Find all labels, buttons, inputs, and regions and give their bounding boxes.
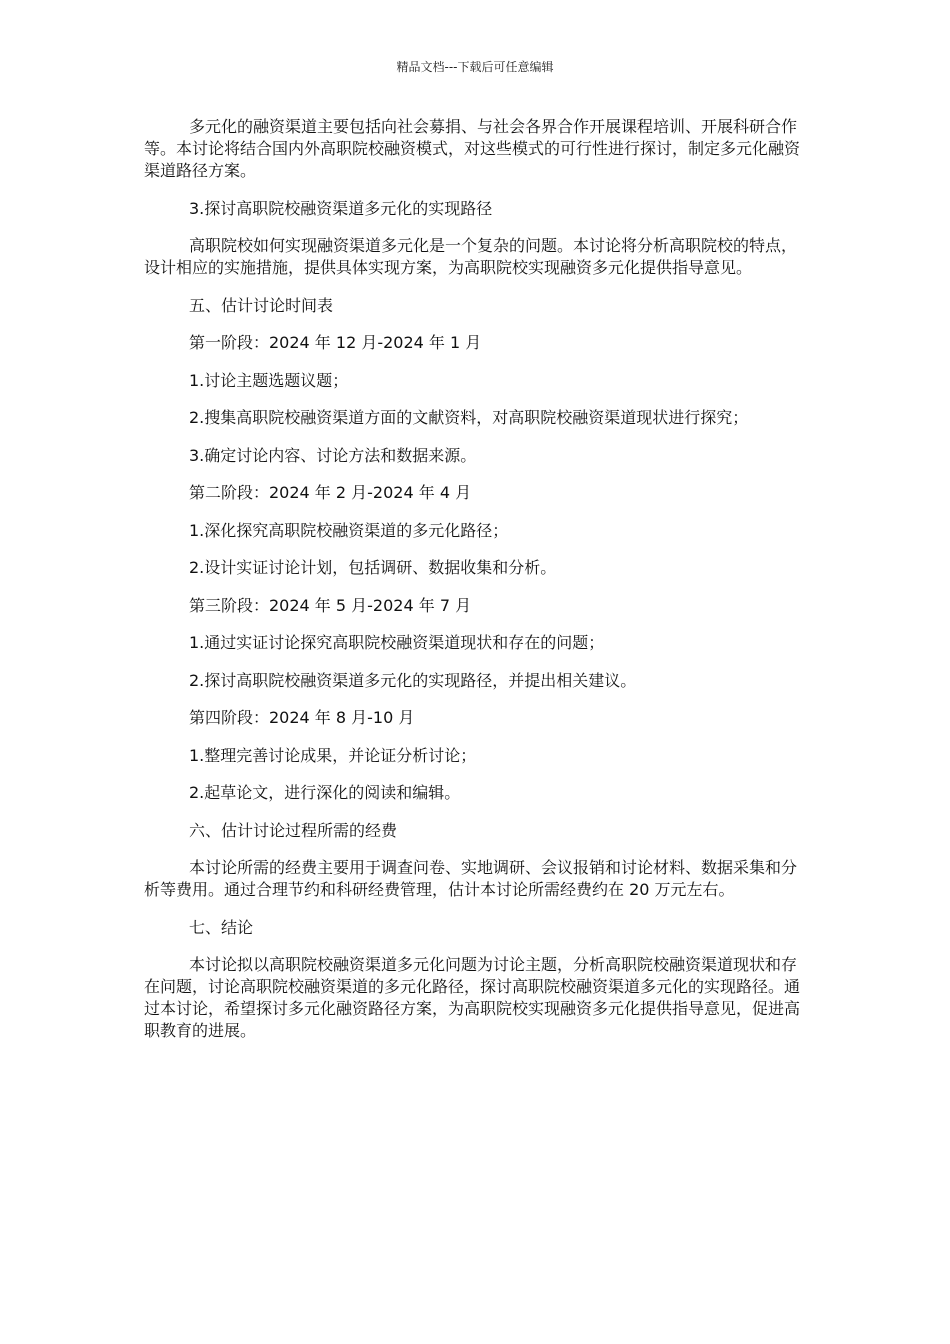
section-heading: 五、估计讨论时间表	[189, 295, 334, 315]
list-item: 1.深化探究高职院校融资渠道的多元化路径；	[189, 520, 509, 540]
phase-heading: 第二阶段：2024 年 2 月-2024 年 4 月	[189, 483, 472, 502]
body-paragraph: 高职院校如何实现融资渠道多元化是一个复杂的问题。本讨论将分析高职院校的特点，设计相应的实施措施，提供具体实现方案，为高职院校实现融资多元化提供指导意见。	[144, 236, 798, 277]
list-item: 1.整理完善讨论成果，并论证分析讨论；	[189, 745, 477, 765]
list-item: 2.起草论文，进行深化的阅读和编辑。	[189, 783, 461, 802]
phase-heading: 第四阶段：2024 年 8 月-10 月	[189, 708, 415, 727]
body-paragraph: 本讨论拟以高职院校融资渠道多元化问题为讨论主题，分析高职院校融资渠道现状和存在问题，讨论高职院校融资渠道的多元化路径，探讨高职院校融资渠道多元化的实现路径。通过本讨论，希望探讨多元化融资路径方案，为高职院校实现融资多元化提供指导意见，促进高职教育的进展。	[144, 955, 801, 1040]
list-item: 1.讨论主题选题议题；	[189, 370, 349, 390]
list-item: 3.确定讨论内容、讨论方法和数据来源。	[189, 445, 477, 465]
list-item: 2.搜集高职院校融资渠道方面的文献资料，对高职院校融资渠道现状进行探究；	[189, 408, 749, 427]
subsection-heading: 3.探讨高职院校融资渠道多元化的实现路径	[189, 198, 493, 218]
list-item: 2.设计实证讨论计划，包括调研、数据收集和分析。	[189, 558, 557, 577]
document-body	[144, 116, 808, 1058]
list-item: 1.通过实证讨论探究高职院校融资渠道现状和存在的问题；	[189, 633, 605, 652]
body-paragraph: 本讨论所需的经费主要用于调查问卷、实地调研、会议报销和讨论材料、数据采集和分析等费用。通过合理节约和科研经费管理，估计本讨论所需经费约在 20 万元左右。	[144, 858, 798, 899]
body-paragraph: 多元化的融资渠道主要包括向社会募捐、与社会各界合作开展课程培训、开展科研合作等。本讨论将结合国内外高职院校融资模式，对这些模式的可行性进行探讨，制定多元化融资渠道路径方案。	[144, 117, 801, 180]
section-heading: 七、结论	[189, 917, 254, 937]
section-heading: 六、估计讨论过程所需的经费	[189, 820, 398, 840]
phase-heading: 第一阶段：2024 年 12 月-2024 年 1 月	[189, 333, 482, 352]
phase-heading: 第三阶段：2024 年 5 月-2024 年 7 月	[189, 595, 472, 615]
list-item: 2.探讨高职院校融资渠道多元化的实现路径，并提出相关建议。	[189, 670, 637, 690]
page-header: 精品文档---下载后可任意编辑	[396, 60, 554, 74]
